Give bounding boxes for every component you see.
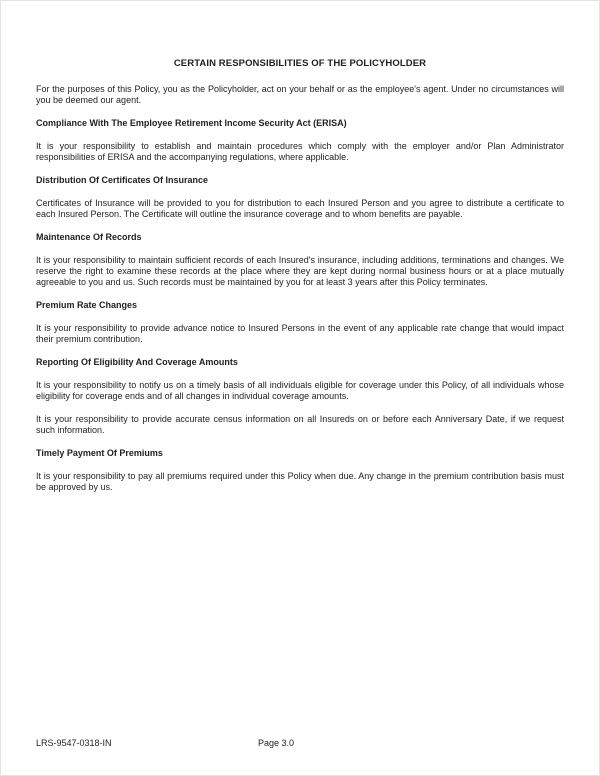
section-heading: Timely Payment Of Premiums [36, 448, 163, 458]
section-paragraph: It is your responsibility to provide accurate census information on all Insureds on or before each Anniversary Date, if we request such information. [36, 414, 564, 435]
page-number: Page 3.0 [258, 738, 295, 748]
section-paragraph: It is your responsibility to establish and maintain procedures which comply with the employer and/or Plan Administrator responsibilities of ERISA and the accompanying regulations, where applicable. [36, 141, 564, 162]
section-paragraph: It is your responsibility to provide advance notice to Insured Persons in the event of any applicable rate change that would impact their premium contribution. [36, 323, 564, 344]
section-heading: Compliance With The Employee Retirement Income Security Act (ERISA) [36, 118, 347, 128]
section-heading: Premium Rate Changes [36, 300, 138, 310]
intro-paragraph: For the purposes of this Policy, you as the Policyholder, act on your behalf or as the employee's agent. Under no circumstances will you be deemed our agent. [36, 84, 564, 105]
page-title: CERTAIN RESPONSIBILITIES OF THE POLICYHOLDER [173, 58, 427, 69]
form-number: LRS-9547-0318-IN [36, 738, 112, 748]
sections-container [36, 118, 564, 493]
section-heading: Distribution Of Certificates Of Insurance [36, 175, 209, 185]
section-heading: Maintenance Of Records [36, 232, 142, 242]
section-paragraph: It is your responsibility to notify us on a timely basis of all individuals eligible for coverage under this Policy, of all individuals whose eligibility for coverage ends and of all changes in individual coverage amounts. [36, 380, 564, 401]
section-heading: Reporting Of Eligibility And Coverage Amounts [36, 357, 238, 367]
page-footer [36, 738, 564, 750]
section-paragraph: Certificates of Insurance will be provided to you for distribution to each Insured Person and you agree to distribute a certificate to each Insured Person. The Certificate will outline the insurance coverage and to whom benefits are payable. [36, 198, 564, 219]
section-paragraph: It is your responsibility to maintain sufficient records of each Insured's insurance, including additions, terminations and changes. We reserve the right to examine these records at the place where they are kept during normal business hours or at a place mutually agreeable to you and us. Such records must be maintained by you for at least 3 years after this Policy terminates. [36, 255, 564, 287]
section-paragraph: It is your responsibility to pay all premiums required under this Policy when due. Any change in the premium contribution basis must be approved by us. [36, 471, 564, 492]
